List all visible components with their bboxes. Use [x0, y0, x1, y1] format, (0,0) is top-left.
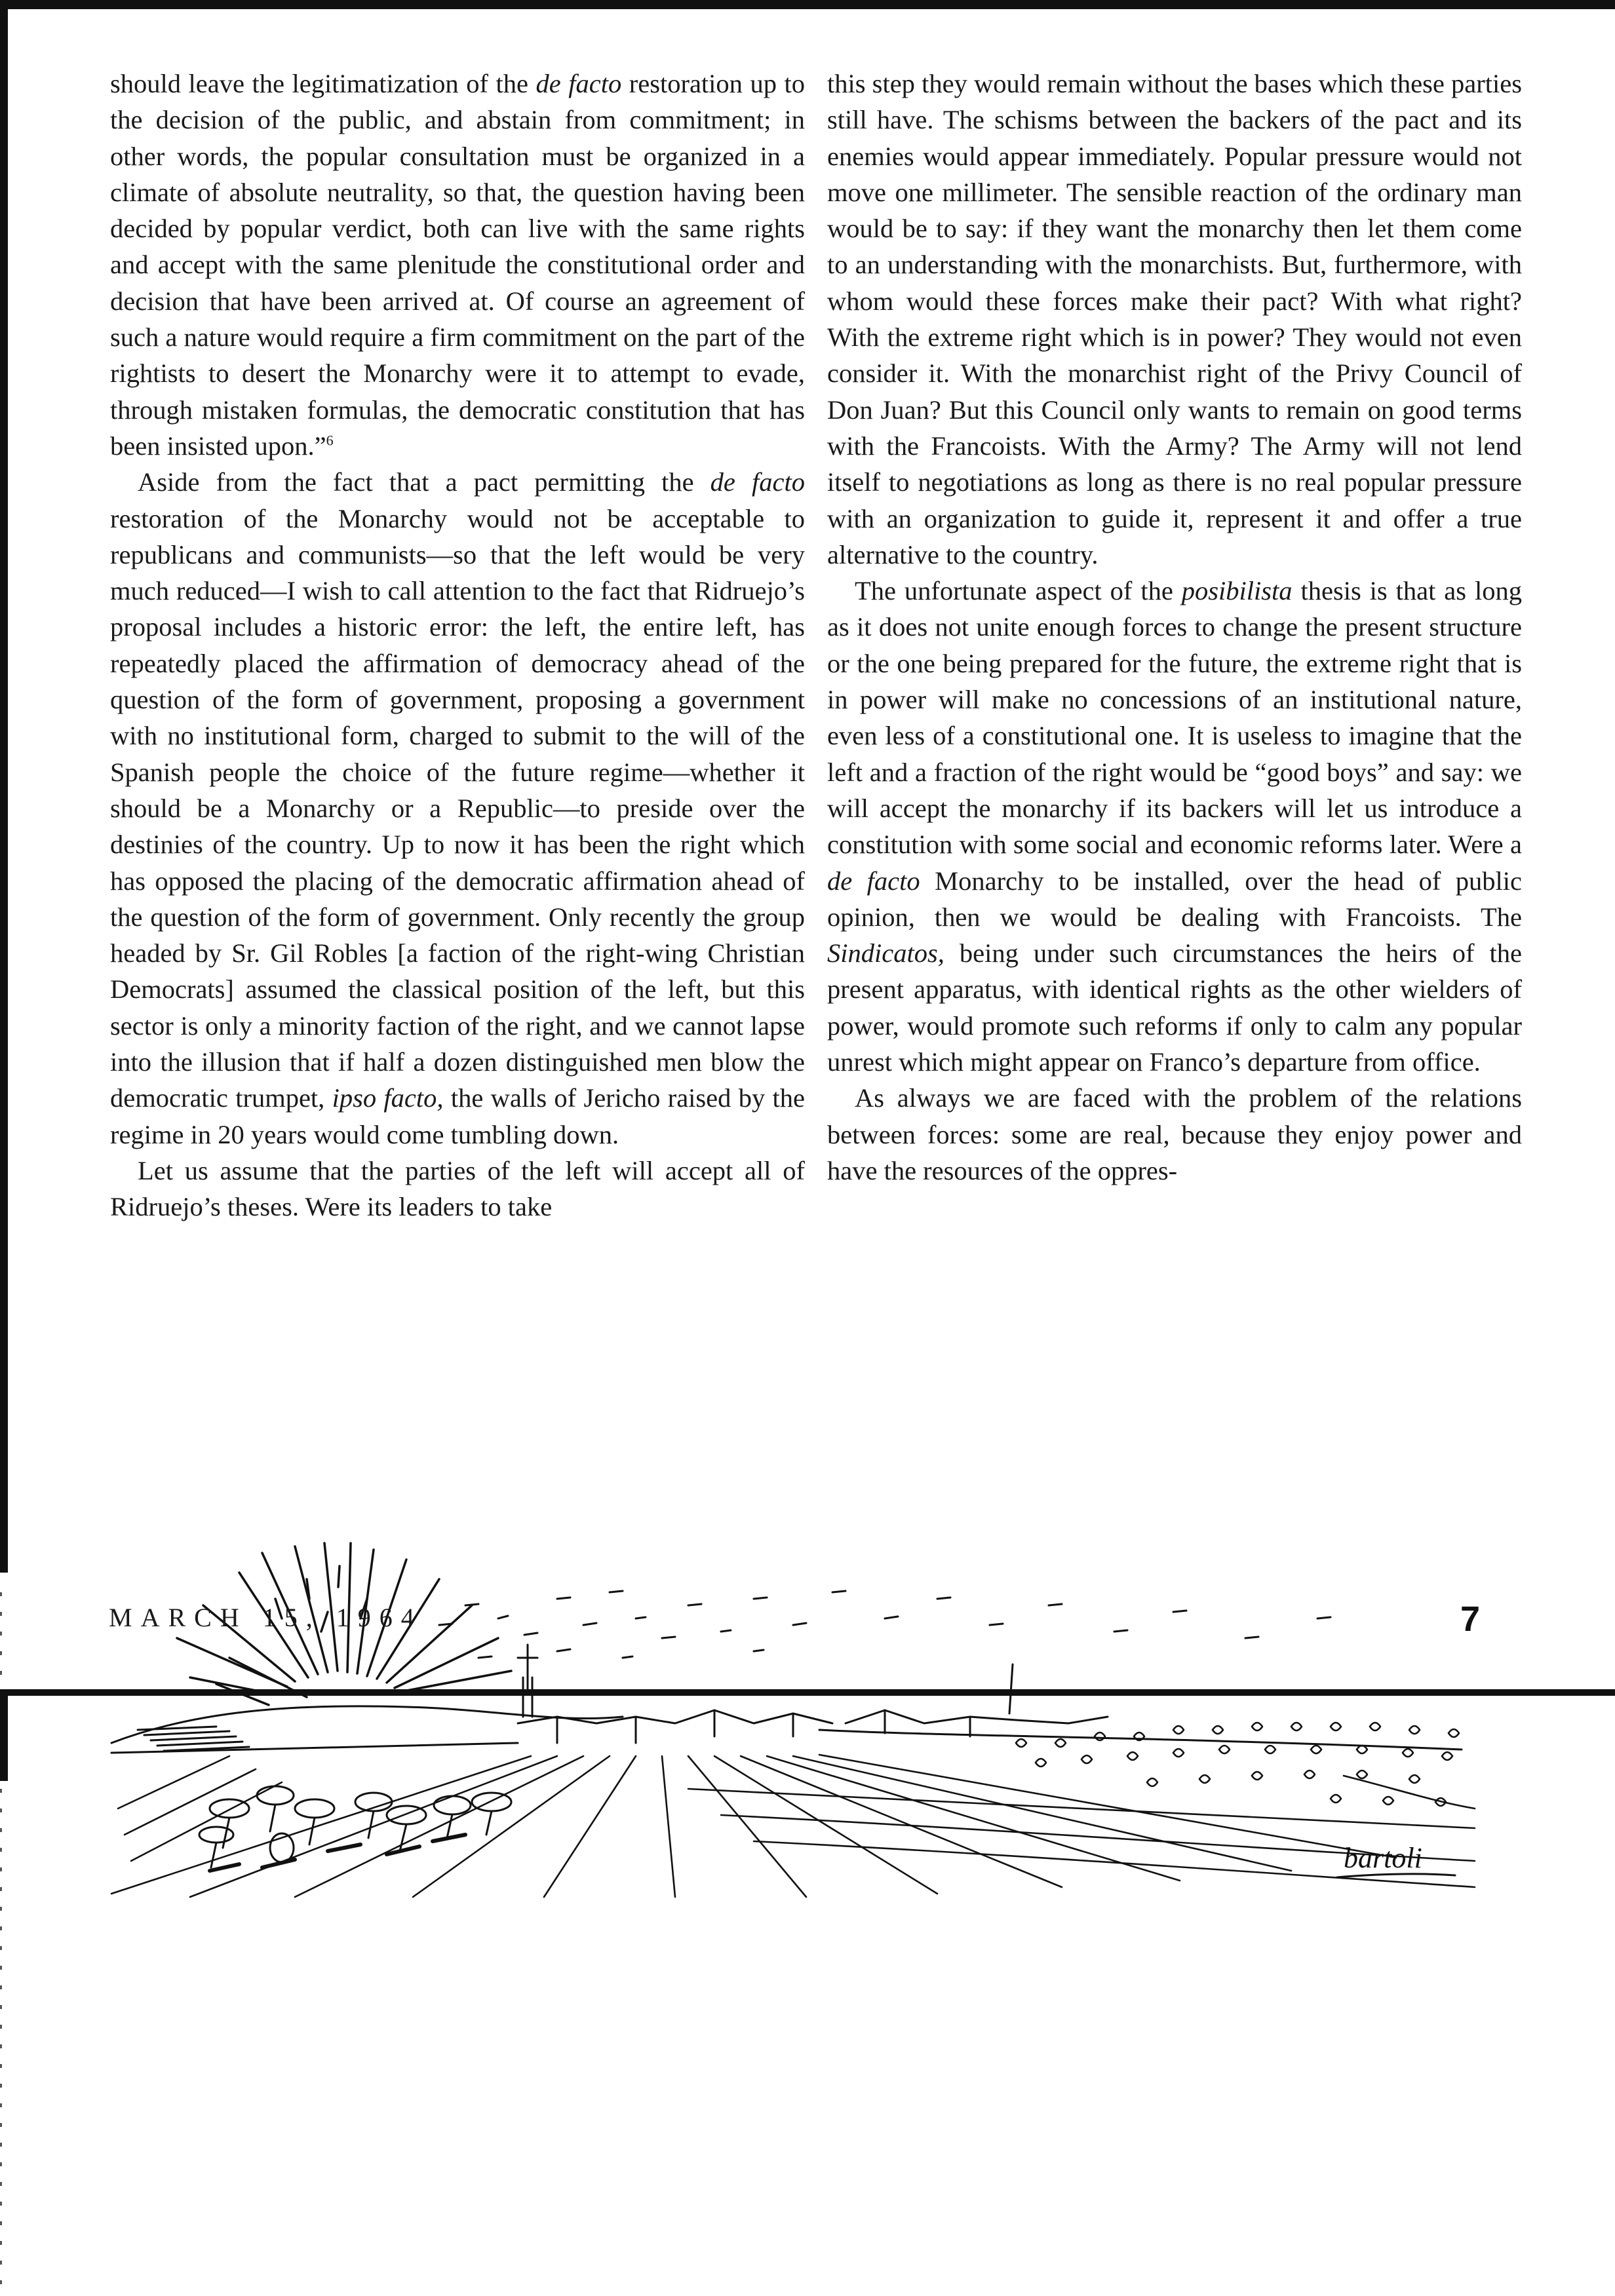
italic-text: de facto [535, 69, 622, 98]
page-frame-top [0, 0, 1615, 9]
paragraph [827, 1080, 1522, 1189]
text-run: restoration of the Monarchy would not be acceptable to republicans and communists—so that the left would be very much reduced—I wish to call attention to the fact that Ridruejo’s proposal includes a historic error: the left, the entire left, has repeatedly placed the affirmation of democracy ahead of the question of the form of government, proposing a government with no institutional form, charged to submit to the will of the Spanish people the choice of the future regime—whether it should be a Monarchy or a Republic—to preside over the destinies of the country. Up to now it has been the right which has opposed the placing of the democratic affirmation ahead of the question of the form of government. Only recently the group headed by Sr. Gil Robles [a faction of the right-wing Christian Democrats] assumed the classical position of the left, but this sector is only a minority faction of the right, and we cannot lapse into the illusion that if half a dozen distinguished men blow the democratic trumpet, [110, 503, 805, 1113]
text-run: Let us assume that the parties of the left will accept all of Ridruejo’s theses. Were its leaders to take [110, 1155, 805, 1222]
text-run: Monarchy to be installed, over the head of public opinion, then we would be dealing with Francoists. The [827, 866, 1522, 932]
page-number: 7 [1460, 1599, 1481, 1639]
footnote-ref: 6 [326, 432, 334, 449]
olive-trees [199, 1786, 511, 1871]
text-run: restoration up to the decision of the public, and abstain from commitment; in other words, the popular consultation must be organized in a climate of absolute neutrality, so that, the question having been decided by popular verdict, both can live with the same rights and accept with the same plenitude the constitutional order and decision that have been arrived at. Of course an agreement of such a nature would require a firm commitment on the part of the rightists to desert the Monarchy were it to attempt to evade, through mistaken formulas, the democratic constitution that has been insisted upon.” [110, 69, 805, 461]
text-run: the walls of Jericho raised by the regime in 20 years would come tumbling down. [110, 1083, 805, 1149]
paragraph [110, 464, 805, 1153]
text-run: this step they would remain without the bases which these parties still have. The schisms between the backers of the pact and its enemies would appear immediately. Popular pressure would not move one millimeter. The sensible reaction of the ordinary man would be to say: if they want the monarchy then let them come to an understanding with the monarchists. But, furthermore, with whom would these forces make their pact? With what right? With the extreme right which is in power? They would not even consider it. With the monarchist right of the Privy Council of Don Juan? But this Council only wants to remain on good terms with the Francoists. With the Army? The Army will not lend itself to negotiations as long as there is no real popular pressure with an organization to guide it, represent it and offer a true alternative to the country. [827, 69, 1522, 569]
text-run: As always we are faced with the problem of the relations between forces: some are real, because they enjoy power and have the resources of the oppres- [827, 1083, 1522, 1185]
italic-text: de facto [710, 467, 805, 497]
paragraph [827, 66, 1522, 573]
text-column-right [827, 66, 1522, 1189]
text-run: should leave the legitimatization of the [110, 69, 536, 98]
page-frame-corner [0, 1689, 8, 1781]
text-run: Aside from the fact that a pact permitting the [138, 467, 710, 497]
italic-text: Sindicatos, [827, 938, 944, 968]
page-frame-bottom [0, 1689, 1615, 1696]
text-column-left [110, 66, 805, 1225]
italic-text: ipso facto, [332, 1083, 444, 1113]
text-run: thesis is that as long as it does not unite enough forces to change the present structure or the one being prepared for the future, the extreme right that is in power will make no concessions of an institutional nature, even less of a constitutional one. It is useless to imagine that the left and a fraction of the right would be “good boys” and say: we will accept the monarchy if its backers will let us introduce a constitution with some social and economic reforms later. Were a [827, 576, 1522, 860]
text-run: being under such circumstances the heirs of the present apparatus, with identical rights as the other wielders of power, would promote such reforms if only to calm any popular unrest which might appear on Franco’s departure from office. [827, 938, 1522, 1077]
artist-signature: bartoli [1344, 1842, 1422, 1874]
landscape-illustration [98, 1527, 1494, 1900]
birds-in-sky [439, 1591, 1331, 1658]
issue-dateline: MARCH 15, 1964 [109, 1603, 423, 1632]
page-frame-left [0, 0, 8, 1573]
paragraph [827, 573, 1522, 1080]
paragraph [110, 1153, 805, 1225]
italic-text: posibilista [1181, 576, 1293, 606]
ploughed-fields [111, 1755, 1475, 1897]
text-run: The unfortunate aspect of the [855, 576, 1182, 606]
signature-underline [1337, 1874, 1455, 1877]
church-spires [518, 1645, 1016, 1717]
vineyard-rows [1016, 1723, 1459, 1806]
italic-text: de facto [827, 866, 920, 896]
paragraph [110, 66, 805, 464]
